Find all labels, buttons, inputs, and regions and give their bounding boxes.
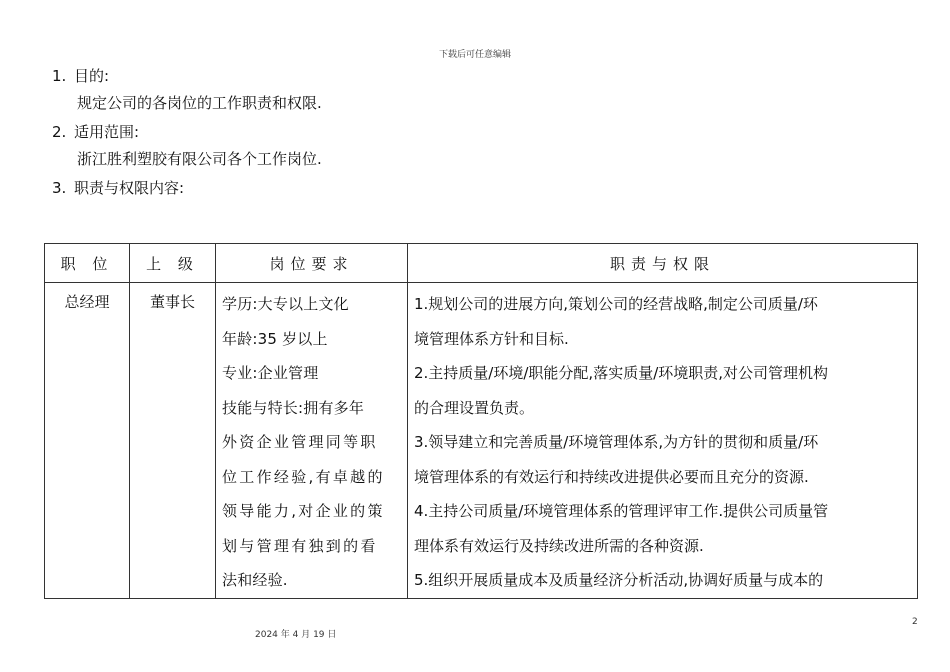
requirement-line: 专业:企业管理 <box>222 364 319 382</box>
section-2-heading <box>52 122 139 142</box>
table-header-row <box>45 244 918 283</box>
section-title: 适用范围: <box>74 123 140 141</box>
duty-table <box>44 243 918 599</box>
requirement-line: 法和经验. <box>222 571 288 589</box>
section-3-heading <box>52 178 184 198</box>
section-title: 目的: <box>74 67 110 85</box>
page-number: 2 <box>912 617 918 627</box>
duty-line: 4.主持公司质量/环境管理体系的管理评审工作.提供公司质量管 <box>414 502 829 520</box>
position-cell: 总经理 <box>45 283 130 599</box>
section-1-body: 规定公司的各岗位的工作职责和权限. <box>77 94 322 112</box>
section-number: 3. <box>52 179 67 197</box>
requirement-line: 外资企业管理同等职 <box>222 433 378 451</box>
duty-line: 3.领导建立和完善质量/环境管理体系,为方针的贯彻和质量/环 <box>414 433 819 451</box>
duty-line: 的合理设置负责。 <box>414 398 535 417</box>
section-number: 1. <box>52 67 67 85</box>
requirement-line: 领导能力,对企业的策 <box>222 502 385 520</box>
requirement-line: 位工作经验,有卓越的 <box>222 467 385 486</box>
duties-cell <box>408 283 918 599</box>
header-superior: 上 级 <box>130 244 216 283</box>
header-requirements: 岗位要求 <box>216 244 408 283</box>
requirement-line: 学历:大专以上文化 <box>222 295 349 313</box>
duty-line: 5.组织开展质量成本及质量经济分析活动,协调好质量与成本的 <box>414 571 824 589</box>
section-title: 职责与权限内容: <box>74 179 185 197</box>
duty-line: 1.规划公司的进展方向,策划公司的经营战略,制定公司质量/环 <box>414 295 818 313</box>
footer-date: 2024 年 4 月 19 日 <box>255 630 337 640</box>
header-duties: 职责与权限 <box>408 244 918 283</box>
requirement-line: 技能与特长:拥有多年 <box>222 398 365 417</box>
header-note: 下载后可任意编辑 <box>438 50 511 60</box>
duty-line: 理体系有效运行及持续改进所需的各种资源. <box>414 536 704 555</box>
duty-line: 境管理体系方针和目标. <box>414 329 569 348</box>
section-number: 2. <box>52 123 67 141</box>
requirement-line: 年龄:35 岁以上 <box>222 329 328 348</box>
table-row <box>45 283 918 599</box>
header-position: 职 位 <box>45 244 130 283</box>
section-1-heading <box>52 66 109 86</box>
duty-line: 2.主持质量/环境/职能分配,落实质量/环境职责,对公司管理机构 <box>414 364 829 382</box>
requirements-cell <box>216 283 408 599</box>
superior-cell: 董事长 <box>130 283 216 599</box>
requirement-line: 划与管理有独到的看 <box>222 536 378 555</box>
duty-line: 境管理体系的有效运行和持续改进提供必要而且充分的资源. <box>414 467 809 486</box>
section-2-body: 浙江胜利塑胶有限公司各个工作岗位. <box>77 150 322 168</box>
